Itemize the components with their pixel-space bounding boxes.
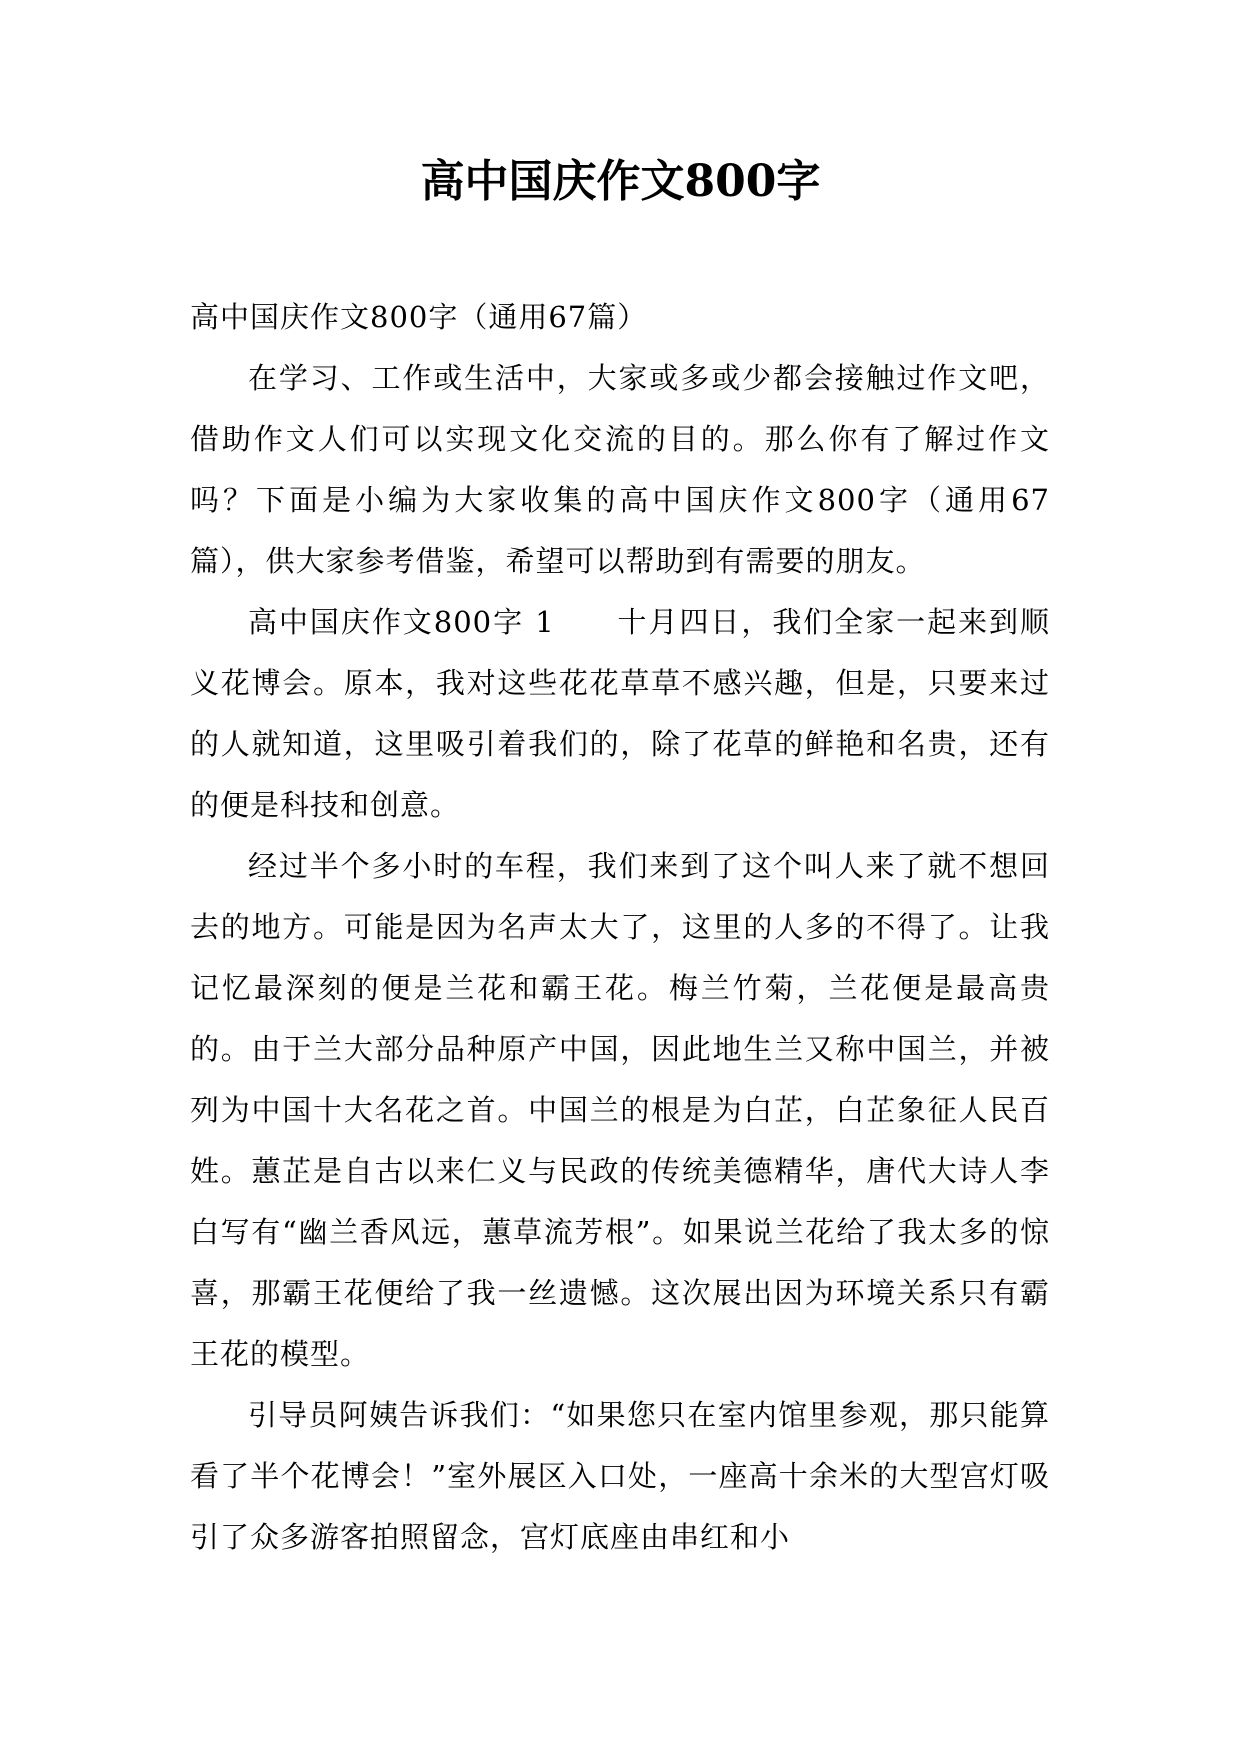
paragraph-essay-1-outdoor: 引导员阿姨告诉我们：“如果您只在室内馆里参观，那只能算看了半个花博会！”室外展区入口处，一座高十余米的大型宫灯吸引了众多游客拍照留念，宫灯底座由串红和小 (190, 1398, 1050, 1554)
page-title: 高中国庆作文800字 (420, 156, 821, 207)
document-body (190, 287, 1050, 1568)
document-subtitle: 高中国庆作文800字（通用67篇） (190, 300, 648, 334)
paragraph-essay-1-opening: 高中国庆作文800字 1 十月四日，我们全家一起来到顺义花博会。原本，我对这些花花草草不感兴趣，但是，只要来过的人就知道，这里吸引着我们的，除了花草的鲜艳和名贵，还有的便是科技和创意。 (190, 605, 1050, 822)
paragraph-essay-1-orchid: 经过半个多小时的车程，我们来到了这个叫人来了就不想回去的地方。可能是因为名声太大了，这里的人多的不得了。让我记忆最深刻的便是兰花和霸王花。梅兰竹菊，兰花便是最高贵的。由于兰大部分品种原产中国，因此地生兰又称中国兰，并被列为中国十大名花之首。中国兰的根是为白芷，白芷象征人民百姓。蕙芷是自古以来仁义与民政的传统美德精华，唐代大诗人李白写有“幽兰香风远，蕙草流芳根”。如果说兰花给了我太多的惊喜，那霸王花便给了我一丝遗憾。这次展出因为环境关系只有霸王花的模型。 (190, 849, 1050, 1371)
paragraph-intro: 在学习、工作或生活中，大家或多或少都会接触过作文吧，借助作文人们可以实现文化交流的目的。那么你有了解过作文吗？下面是小编为大家收集的高中国庆作文800字（通用67篇），供大家参考借鉴，希望可以帮助到有需要的朋友。 (190, 361, 1050, 578)
